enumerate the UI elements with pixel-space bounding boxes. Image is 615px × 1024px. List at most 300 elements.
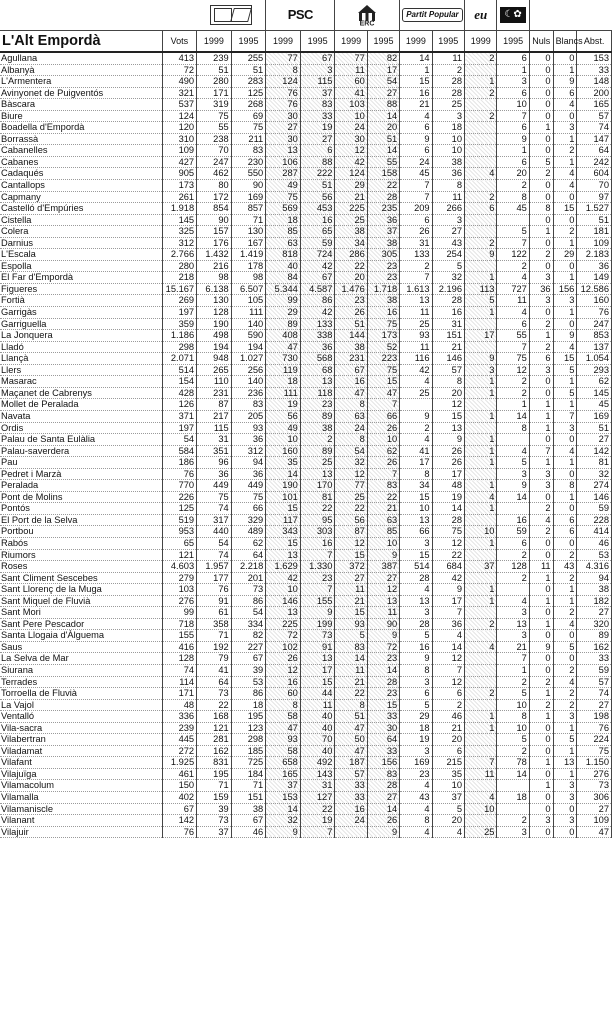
cell-psc-1999: 58 [266,711,301,723]
cell-psc-1999: 35 [266,457,301,469]
municipality-name: Roses [0,561,162,573]
cell-pp-1999: 9 [400,653,432,665]
cell-pp-1999: 4 [400,780,432,792]
cell-ciu-1995: 230 [231,156,266,168]
municipality-name: Siurana [0,664,162,676]
cell-psc-1995: 2 [300,434,335,446]
cell-pp-1999: 2 [400,260,432,272]
cell-euia-1999: 1 [465,445,497,457]
cell-euia-1999 [465,399,497,411]
cell-abst: 149 [577,272,612,284]
cell-pp-1995: 4 [432,630,464,642]
table-row [0,480,612,492]
cell-psc-1999: 13 [266,607,301,619]
cell-euia-1999 [465,122,497,134]
cell-votes: 298 [162,341,197,353]
cell-pp-1999: 93 [400,330,432,342]
cell-votes: 15.167 [162,283,197,295]
table-row [0,641,612,653]
cell-pp-1999: 9 [400,133,432,145]
cell-erc-1999: 47 [335,745,367,757]
cell-erc-1995: 11 [367,607,399,619]
cell-abst: 224 [577,734,612,746]
cell-nuls: 2 [529,249,553,261]
cell-blancs: 15 [553,203,577,215]
cell-euia-1999: 1 [465,722,497,734]
municipality-name: Pontós [0,503,162,515]
cell-erc-1995: 9 [367,630,399,642]
table-row [0,491,612,503]
cell-blancs: 156 [553,283,577,295]
cell-ciu-1995: 169 [231,191,266,203]
cell-pp-1995: 28 [432,87,464,99]
cell-verds-1995: 7 [497,110,529,122]
table-row [0,376,612,388]
table-row [0,815,612,827]
cell-pp-1999: 4 [400,376,432,388]
cell-votes: 2.766 [162,249,197,261]
cell-psc-1995: 338 [300,330,335,342]
cell-pp-1999: 31 [400,237,432,249]
municipality-name: Portbou [0,526,162,538]
cell-ciu-1995: 329 [231,514,266,526]
cell-psc-1999: 8 [266,699,301,711]
cell-verds-1995: 9 [497,480,529,492]
cell-erc-1999: 41 [335,87,367,99]
cell-votes: 770 [162,480,197,492]
cell-euia-1999 [465,734,497,746]
cell-votes: 4.603 [162,561,197,573]
cell-pp-1999: 15 [400,76,432,88]
cell-psc-1995: 40 [300,745,335,757]
table-row [0,780,612,792]
cell-euia-1999: 2 [465,688,497,700]
cell-votes: 519 [162,514,197,526]
cell-erc-1999: 38 [335,226,367,238]
cell-psc-1995: 59 [300,237,335,249]
cell-nuls: 0 [529,260,553,272]
cell-blancs: 43 [553,561,577,573]
cell-votes: 173 [162,180,197,192]
col-header-blancs: Blancs [553,31,577,53]
cell-ciu-1995: 67 [231,653,266,665]
cell-votes: 150 [162,780,197,792]
cell-ciu-1995: 39 [231,664,266,676]
col-header-erc-1999: 1999 [335,31,367,53]
cell-ciu-1995: 82 [231,630,266,642]
cell-ciu-1995: 184 [231,768,266,780]
cell-pp-1995: 35 [432,768,464,780]
cell-blancs: 5 [553,641,577,653]
municipality-name: Peralada [0,480,162,492]
municipality-name: Rabós [0,537,162,549]
cell-psc-1999: 26 [266,653,301,665]
cell-erc-1999: 33 [335,780,367,792]
cell-psc-1995: 40 [300,711,335,723]
cell-psc-1995: 222 [300,168,335,180]
cell-ciu-1995: 94 [231,457,266,469]
cell-ciu-1995: 18 [231,699,266,711]
cell-ciu-1999: 79 [197,653,232,665]
cell-ciu-1995: 36 [231,434,266,446]
cell-abst: 89 [577,630,612,642]
cell-ciu-1999: 854 [197,203,232,215]
cell-psc-1995: 33 [300,110,335,122]
table-row [0,330,612,342]
cell-abst: 75 [577,745,612,757]
table-row [0,584,612,596]
table-row [0,595,612,607]
cell-ciu-1999: 440 [197,526,232,538]
cell-pp-1999: 11 [400,307,432,319]
cell-psc-1999: 10 [266,434,301,446]
cell-pp-1995: 43 [432,237,464,249]
cell-nuls: 0 [529,64,553,76]
table-row [0,99,612,111]
municipality-name: Lladó [0,341,162,353]
cell-euia-1999: 10 [465,526,497,538]
col-header-ciu-1999: 1999 [197,31,232,53]
cell-psc-1999: 99 [266,295,301,307]
cell-ciu-1999: 128 [197,307,232,319]
table-row [0,110,612,122]
cell-votes: 312 [162,237,197,249]
table-row [0,734,612,746]
cell-pp-1995: 18 [432,122,464,134]
cell-pp-1995: 12 [432,676,464,688]
cell-psc-1999: 30 [266,110,301,122]
cell-pp-1999 [400,399,432,411]
cell-psc-1995: 724 [300,249,335,261]
cell-pp-1995: 2.196 [432,283,464,295]
cell-blancs: 1 [553,457,577,469]
cell-abst: 74 [577,688,612,700]
cell-pp-1995: 10 [432,145,464,157]
cell-nuls: 0 [529,745,553,757]
cell-psc-1995: 89 [300,410,335,422]
cell-euia-1999: 7 [465,757,497,769]
cell-euia-1999: 4 [465,491,497,503]
cell-blancs: 0 [553,630,577,642]
cell-psc-1999: 818 [266,249,301,261]
cell-abst: 38 [577,584,612,596]
cell-pp-1995: 12 [432,399,464,411]
cell-verds-1995: 75 [497,353,529,365]
cell-euia-1999: 11 [465,768,497,780]
cell-psc-1999: 49 [266,422,301,434]
cell-euia-1999: 9 [465,249,497,261]
cell-ciu-1999: 22 [197,699,232,711]
cell-pp-1995: 42 [432,572,464,584]
cell-pp-1999: 45 [400,168,432,180]
cell-euia-1999: 5 [465,295,497,307]
cell-erc-1999: 20 [335,272,367,284]
cell-ciu-1999: 317 [197,514,232,526]
cell-psc-1999: 153 [266,792,301,804]
cell-verds-1995: 5 [497,688,529,700]
cell-votes: 461 [162,768,197,780]
cell-verds-1995: 2 [497,387,529,399]
cell-nuls: 1 [529,595,553,607]
cell-euia-1999 [465,341,497,353]
cell-erc-1995: 14 [367,664,399,676]
cell-ciu-1995: 185 [231,745,266,757]
cell-blancs: 5 [553,364,577,376]
cell-ciu-1999: 358 [197,618,232,630]
cell-ciu-1999: 71 [197,630,232,642]
municipality-name: Capmany [0,191,162,203]
cell-pp-1999: 4 [400,826,432,838]
cell-verds-1995: 1 [497,664,529,676]
cell-verds-1995 [497,214,529,226]
cell-ciu-1999: 177 [197,572,232,584]
cell-euia-1999: 1 [465,387,497,399]
cell-erc-1995: 7 [367,468,399,480]
cell-abst: 293 [577,364,612,376]
table-row [0,468,612,480]
col-header-ciu-1995: 1995 [231,31,266,53]
cell-ciu-1999: 41 [197,664,232,676]
cell-pp-1995: 5 [432,803,464,815]
municipality-name: La Selva de Mar [0,653,162,665]
cell-nuls: 1 [529,122,553,134]
cell-votes: 272 [162,745,197,757]
cell-votes: 490 [162,76,197,88]
cell-blancs: 1 [553,133,577,145]
cell-psc-1995: 68 [300,364,335,376]
cell-verds-1995: 6 [497,156,529,168]
table-row [0,180,612,192]
cell-psc-1999: 111 [266,387,301,399]
cell-nuls: 8 [529,203,553,215]
cell-erc-1995: 51 [367,133,399,145]
table-row [0,457,612,469]
col-header-psc-1995: 1995 [300,31,335,53]
cell-ciu-1995: 140 [231,318,266,330]
cell-pp-1995: 7 [432,607,464,619]
cell-psc-1999: 190 [266,480,301,492]
cell-votes: 359 [162,318,197,330]
cell-psc-1999: 124 [266,76,301,88]
cell-pp-1995: 16 [432,307,464,319]
cell-psc-1995: 15 [300,676,335,688]
cell-euia-1999: 37 [465,561,497,573]
cell-ciu-1999: 238 [197,133,232,145]
cell-blancs: 0 [553,110,577,122]
cell-erc-1995: 223 [367,353,399,365]
cell-votes: 321 [162,87,197,99]
cell-psc-1995: 83 [300,99,335,111]
cell-votes: 226 [162,491,197,503]
cell-pp-1999: 3 [400,537,432,549]
cell-ciu-1999: 121 [197,722,232,734]
cell-ciu-1999: 55 [197,122,232,134]
cell-votes: 514 [162,364,197,376]
cell-erc-1995: 37 [367,226,399,238]
cell-votes: 279 [162,572,197,584]
cell-pp-1999: 8 [400,815,432,827]
cell-psc-1995: 6 [300,145,335,157]
cell-abst: 36 [577,260,612,272]
cell-pp-1999: 9 [400,410,432,422]
cell-pp-1995: 36 [432,168,464,180]
cell-psc-1999: 18 [266,376,301,388]
cell-ciu-1995: 236 [231,387,266,399]
cell-ciu-1999: 247 [197,156,232,168]
table-row [0,561,612,573]
cell-ciu-1999: 90 [197,214,232,226]
cell-votes: 269 [162,295,197,307]
cell-erc-1995: 26 [367,815,399,827]
cell-nuls: 0 [529,99,553,111]
table-row [0,387,612,399]
cell-ciu-1995: 46 [231,826,266,838]
cell-erc-1999: 50 [335,734,367,746]
cell-abst: 33 [577,653,612,665]
cell-euia-1999 [465,699,497,711]
verds-logo-icon: ☾✿ [497,0,529,31]
table-row [0,722,612,734]
cell-abst: 200 [577,87,612,99]
cell-ciu-1999: 239 [197,52,232,64]
cell-pp-1999: 1.613 [400,283,432,295]
cell-pp-1999: 25 [400,387,432,399]
municipality-name: Mollet de Peralada [0,399,162,411]
municipality-name: Agullana [0,52,162,64]
table-row [0,711,612,723]
cell-erc-1995: 1.718 [367,283,399,295]
cell-euia-1999: 1 [465,584,497,596]
cell-abst: 27 [577,434,612,446]
cell-psc-1995: 81 [300,491,335,503]
cell-votes: 371 [162,410,197,422]
cell-euia-1999 [465,549,497,561]
cell-psc-1999: 47 [266,341,301,353]
cell-nuls: 3 [529,815,553,827]
cell-blancs: 7 [553,410,577,422]
cell-ciu-1999: 74 [197,503,232,515]
cell-ciu-1995: 195 [231,711,266,723]
cell-erc-1999: 12 [335,145,367,157]
cell-blancs: 4 [553,618,577,630]
cell-nuls: 0 [529,133,553,145]
cell-psc-1995: 127 [300,792,335,804]
cell-pp-1995: 7 [432,664,464,676]
cell-pp-1999: 15 [400,549,432,561]
table-row [0,664,612,676]
cell-erc-1995: 14 [367,145,399,157]
cell-psc-1995: 86 [300,295,335,307]
cell-abst: 1.054 [577,353,612,365]
cell-pp-1995: 17 [432,468,464,480]
cell-psc-1999: 32 [266,815,301,827]
cell-ciu-1995: 590 [231,330,266,342]
municipality-name: Sant Climent Sescebes [0,572,162,584]
cell-blancs: 3 [553,780,577,792]
cell-verds-1995: 2 [497,572,529,584]
cell-pp-1999: 3 [400,607,432,619]
cell-blancs: 1 [553,272,577,284]
cell-psc-1995: 303 [300,526,335,538]
cell-erc-1999: 87 [335,526,367,538]
table-row [0,145,612,157]
cell-verds-1995: 1 [497,64,529,76]
table-row [0,757,612,769]
cell-pp-1995: 6 [432,745,464,757]
cell-euia-1999: 1 [465,434,497,446]
cell-ciu-1995: 71 [231,214,266,226]
cell-psc-1995: 568 [300,353,335,365]
cell-ciu-1999: 31 [197,434,232,446]
municipality-name: Vilajuir [0,826,162,838]
table-row [0,688,612,700]
cell-pp-1999: 4 [400,434,432,446]
cell-ciu-1999: 449 [197,480,232,492]
cell-psc-1995: 133 [300,318,335,330]
cell-blancs: 2 [553,699,577,711]
cell-pp-1999: 13 [400,595,432,607]
cell-psc-1999: 160 [266,445,301,457]
cell-erc-1999: 47 [335,387,367,399]
cell-psc-1995: 115 [300,76,335,88]
cell-ciu-1999: 281 [197,734,232,746]
cell-pp-1995: 5 [432,260,464,272]
cell-euia-1999: 1 [465,503,497,515]
cell-verds-1995: 727 [497,283,529,295]
table-row [0,203,612,215]
cell-erc-1999: 93 [335,618,367,630]
cell-votes: 197 [162,422,197,434]
cell-pp-1995: 38 [432,156,464,168]
cell-votes: 402 [162,792,197,804]
cell-pp-1999: 4 [400,803,432,815]
cell-erc-1999: 15 [335,549,367,561]
cell-erc-1995: 26 [367,457,399,469]
cell-verds-1995: 14 [497,491,529,503]
cell-pp-1995: 8 [432,180,464,192]
municipality-name: Sant Mori [0,607,162,619]
cell-pp-1995: 32 [432,272,464,284]
cell-abst: 27 [577,699,612,711]
cell-erc-1999: 21 [335,191,367,203]
cell-verds-1995: 45 [497,203,529,215]
cell-euia-1999 [465,653,497,665]
cell-ciu-1999: 36 [197,468,232,480]
municipality-name: Bàscara [0,99,162,111]
cell-blancs: 13 [553,757,577,769]
cell-psc-1999: 119 [266,364,301,376]
cell-ciu-1995: 93 [231,422,266,434]
cell-erc-1995: 10 [367,537,399,549]
cell-ciu-1995: 64 [231,549,266,561]
col-header-nuls: Nuls [529,31,553,53]
cell-pp-1995: 28 [432,295,464,307]
cell-verds-1995: 78 [497,757,529,769]
cell-nuls: 1 [529,422,553,434]
cell-ciu-1995: 178 [231,260,266,272]
cell-ciu-1995: 449 [231,480,266,492]
cell-ciu-1999: 194 [197,341,232,353]
cell-psc-1999: 14 [266,468,301,480]
table-row [0,526,612,538]
cell-nuls: 0 [529,376,553,388]
cell-euia-1999 [465,676,497,688]
table-row [0,422,612,434]
cell-euia-1999: 1 [465,537,497,549]
cell-euia-1999: 9 [465,353,497,365]
cell-ciu-1999: 172 [197,191,232,203]
cell-verds-1995: 1 [497,145,529,157]
